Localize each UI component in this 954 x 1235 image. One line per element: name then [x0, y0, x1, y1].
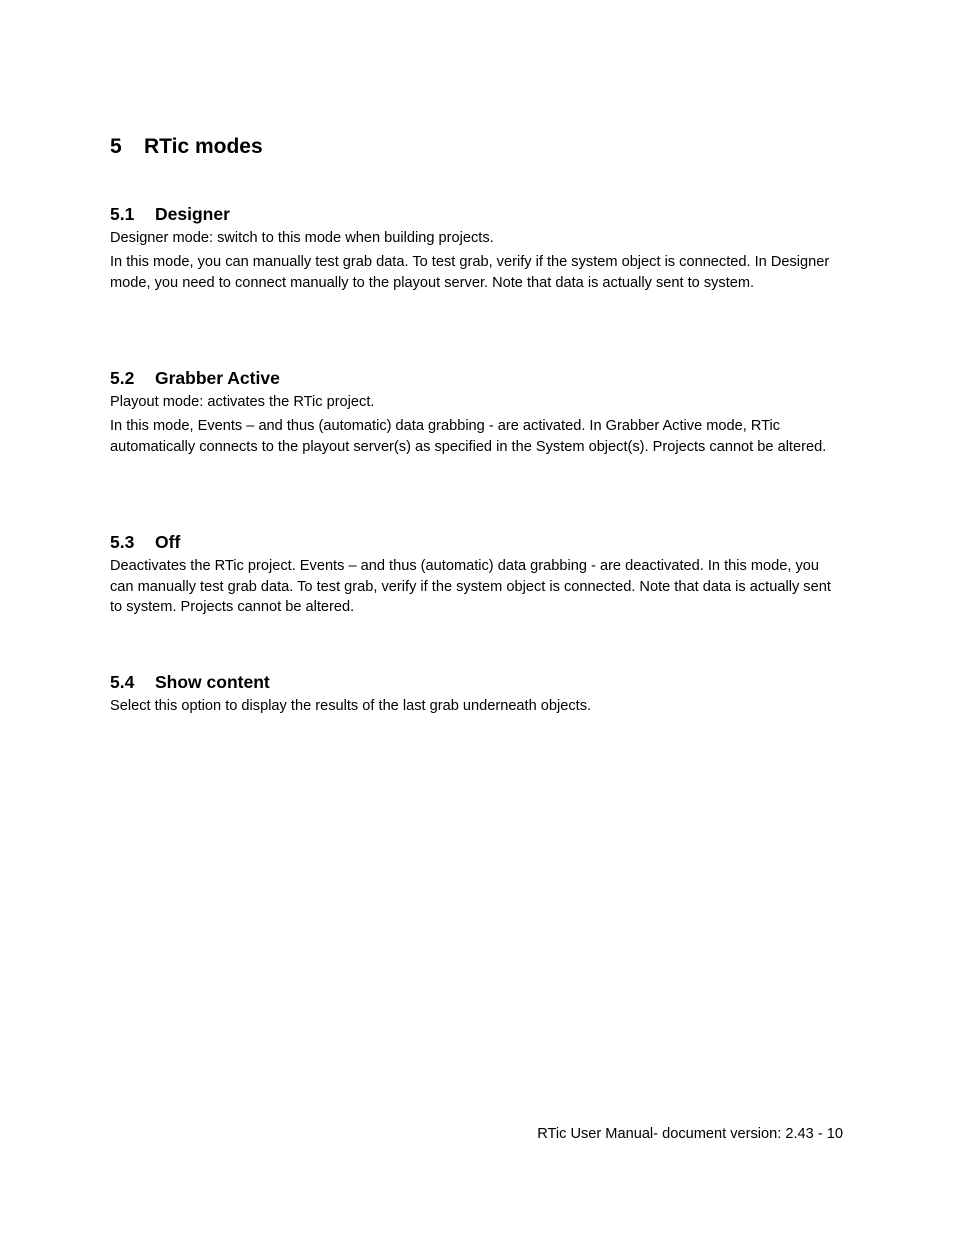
- section-paragraph: In this mode, you can manually test grab data. To test grab, verify if the system object is connected. In Designer mode, you need to connect manually to the playout server. Note that data is actually sent to system.: [110, 254, 830, 291]
- section-heading-off: [110, 531, 180, 553]
- chapter-number: 5: [110, 135, 122, 158]
- section-heading-grabber-active: [110, 367, 280, 389]
- chapter-title: RTic modes: [144, 135, 263, 158]
- page-footer: RTic User Manual- document version: 2.43 - 10: [537, 1126, 843, 1142]
- section-heading-show-content: [110, 671, 270, 693]
- section-paragraph: In this mode, Events – and thus (automatic) data grabbing - are activated. In Grabber Active mode, RTic automatically connects to the playout server(s) as specified in the System object(s). Projects cannot be altered.: [110, 418, 827, 455]
- section-heading-designer: [110, 203, 230, 225]
- section-number: 5.3: [110, 532, 135, 552]
- section-paragraph: Select this option to display the results of the last grab underneath objects.: [110, 698, 592, 714]
- section-number: 5.2: [110, 368, 135, 388]
- section-title: Show content: [155, 672, 270, 692]
- section-title: Grabber Active: [155, 368, 280, 388]
- section-number: 5.1: [110, 204, 135, 224]
- chapter-heading: [110, 134, 263, 160]
- section-paragraph: Designer mode: switch to this mode when building projects.: [110, 230, 494, 246]
- section-number: 5.4: [110, 672, 135, 692]
- section-title: Off: [155, 532, 181, 552]
- section-paragraph: Playout mode: activates the RTic project.: [110, 394, 375, 410]
- section-paragraph: Deactivates the RTic project. Events – and thus (automatic) data grabbing - are deactivated. In this mode, you can manually test grab data. To test grab, verify if the system object is connected. Note that data is actually sent to system. Projects cannot be altered.: [110, 558, 831, 615]
- section-title: Designer: [155, 204, 230, 224]
